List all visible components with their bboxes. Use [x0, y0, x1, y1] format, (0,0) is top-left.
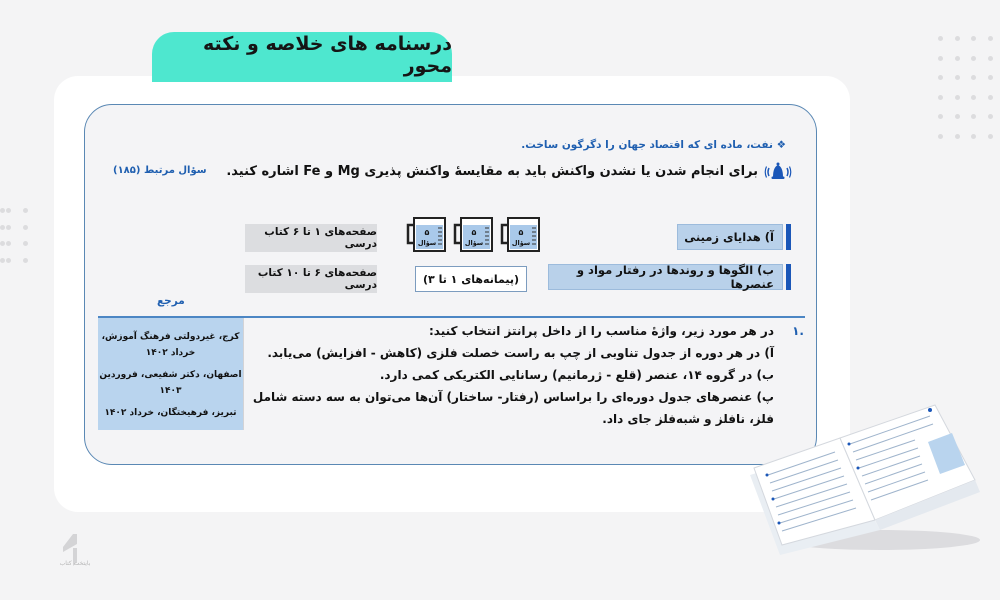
topic-a-pages: صفحه‌های ۱ تا ۶ کتاب درسی — [245, 224, 377, 252]
brand-logo-text: بایتخت کتاب — [59, 560, 91, 567]
open-book-image — [740, 380, 990, 560]
topic-b — [548, 264, 783, 290]
svg-text:۵: ۵ — [518, 228, 524, 237]
decorative-dots-left — [0, 208, 41, 263]
measure-range: (پیمانه‌های ۱ تا ۳) — [415, 266, 527, 292]
question-line — [226, 161, 792, 181]
measuring-cup-icon — [405, 215, 448, 253]
lesson-panel — [84, 104, 817, 465]
exercise-item: پ) عنصرهای جدول دوره‌ای را براساس (رفتار- ساختار) آن‌ها می‌توان به سه دسته شامل فلز، نافلز و شبه‌فلز جای داد. — [252, 390, 774, 426]
measuring-cups — [405, 215, 542, 253]
exercise-body — [234, 320, 774, 430]
topic-a — [677, 224, 783, 250]
bell-icon — [764, 161, 792, 181]
svg-text:۵: ۵ — [424, 228, 430, 237]
exercise-item: ب) در گروه ۱۴، عنصر (قلع - ژرمانیم) رسانایی الکتریکی کمی دارد. — [379, 368, 774, 382]
decorative-dots-right — [938, 36, 1000, 139]
topic-a-label: آ) هدایای زمینی — [684, 230, 774, 244]
exercise-prompt: در هر مورد زیر، واژهٔ مناسب را از داخل پرانتز انتخاب کنید: — [428, 324, 774, 338]
exercise-item: آ) در هر دوره از جدول تناوبی از چپ به راست خصلت فلزی (کاهش - افزایش) می‌یابد. — [267, 346, 774, 360]
measuring-cup-icon — [499, 215, 542, 253]
reference-label: مرجع — [157, 295, 185, 307]
reference-item: کرج، غیردولتی فرهنگ آموزش، خرداد ۱۴۰۲ — [101, 332, 240, 358]
related-question-link[interactable]: سؤال مرتبط (۱۸۵) — [113, 165, 207, 176]
exercise-number: ۱. — [792, 324, 804, 338]
topic-b-label: ب) الگوها و روندها در رفتار مواد و عنصرها — [576, 263, 774, 291]
page-title: درسنامه های خلاصه و نکته محور — [152, 32, 452, 82]
reference-item: اصفهان، دکتر شفیعی، فروردین ۱۴۰۳ — [99, 370, 242, 396]
question-text: برای انجام شدن یا نشدن واکنش باید به مقایسهٔ واکنش پذیری Mg و Fe اشاره کنید. — [226, 163, 758, 179]
svg-text:سؤال: سؤال — [464, 239, 484, 247]
topic-b-pages: صفحه‌های ۶ تا ۱۰ کتاب درسی — [245, 265, 377, 293]
topic-marker — [786, 264, 791, 290]
svg-text:سؤال: سؤال — [417, 239, 437, 247]
measuring-cup-icon — [452, 215, 495, 253]
intro-heading: ❖ نفت، ماده ای که اقتصاد جهان را دگرگون ساخت. — [521, 139, 786, 151]
reference-item: تبریز، فرهیختگان، خرداد ۱۴۰۲ — [104, 408, 237, 418]
svg-text:سؤال: سؤال — [511, 239, 531, 247]
topic-marker — [786, 224, 791, 250]
svg-text:۵: ۵ — [471, 228, 477, 237]
reference-box — [98, 318, 243, 430]
